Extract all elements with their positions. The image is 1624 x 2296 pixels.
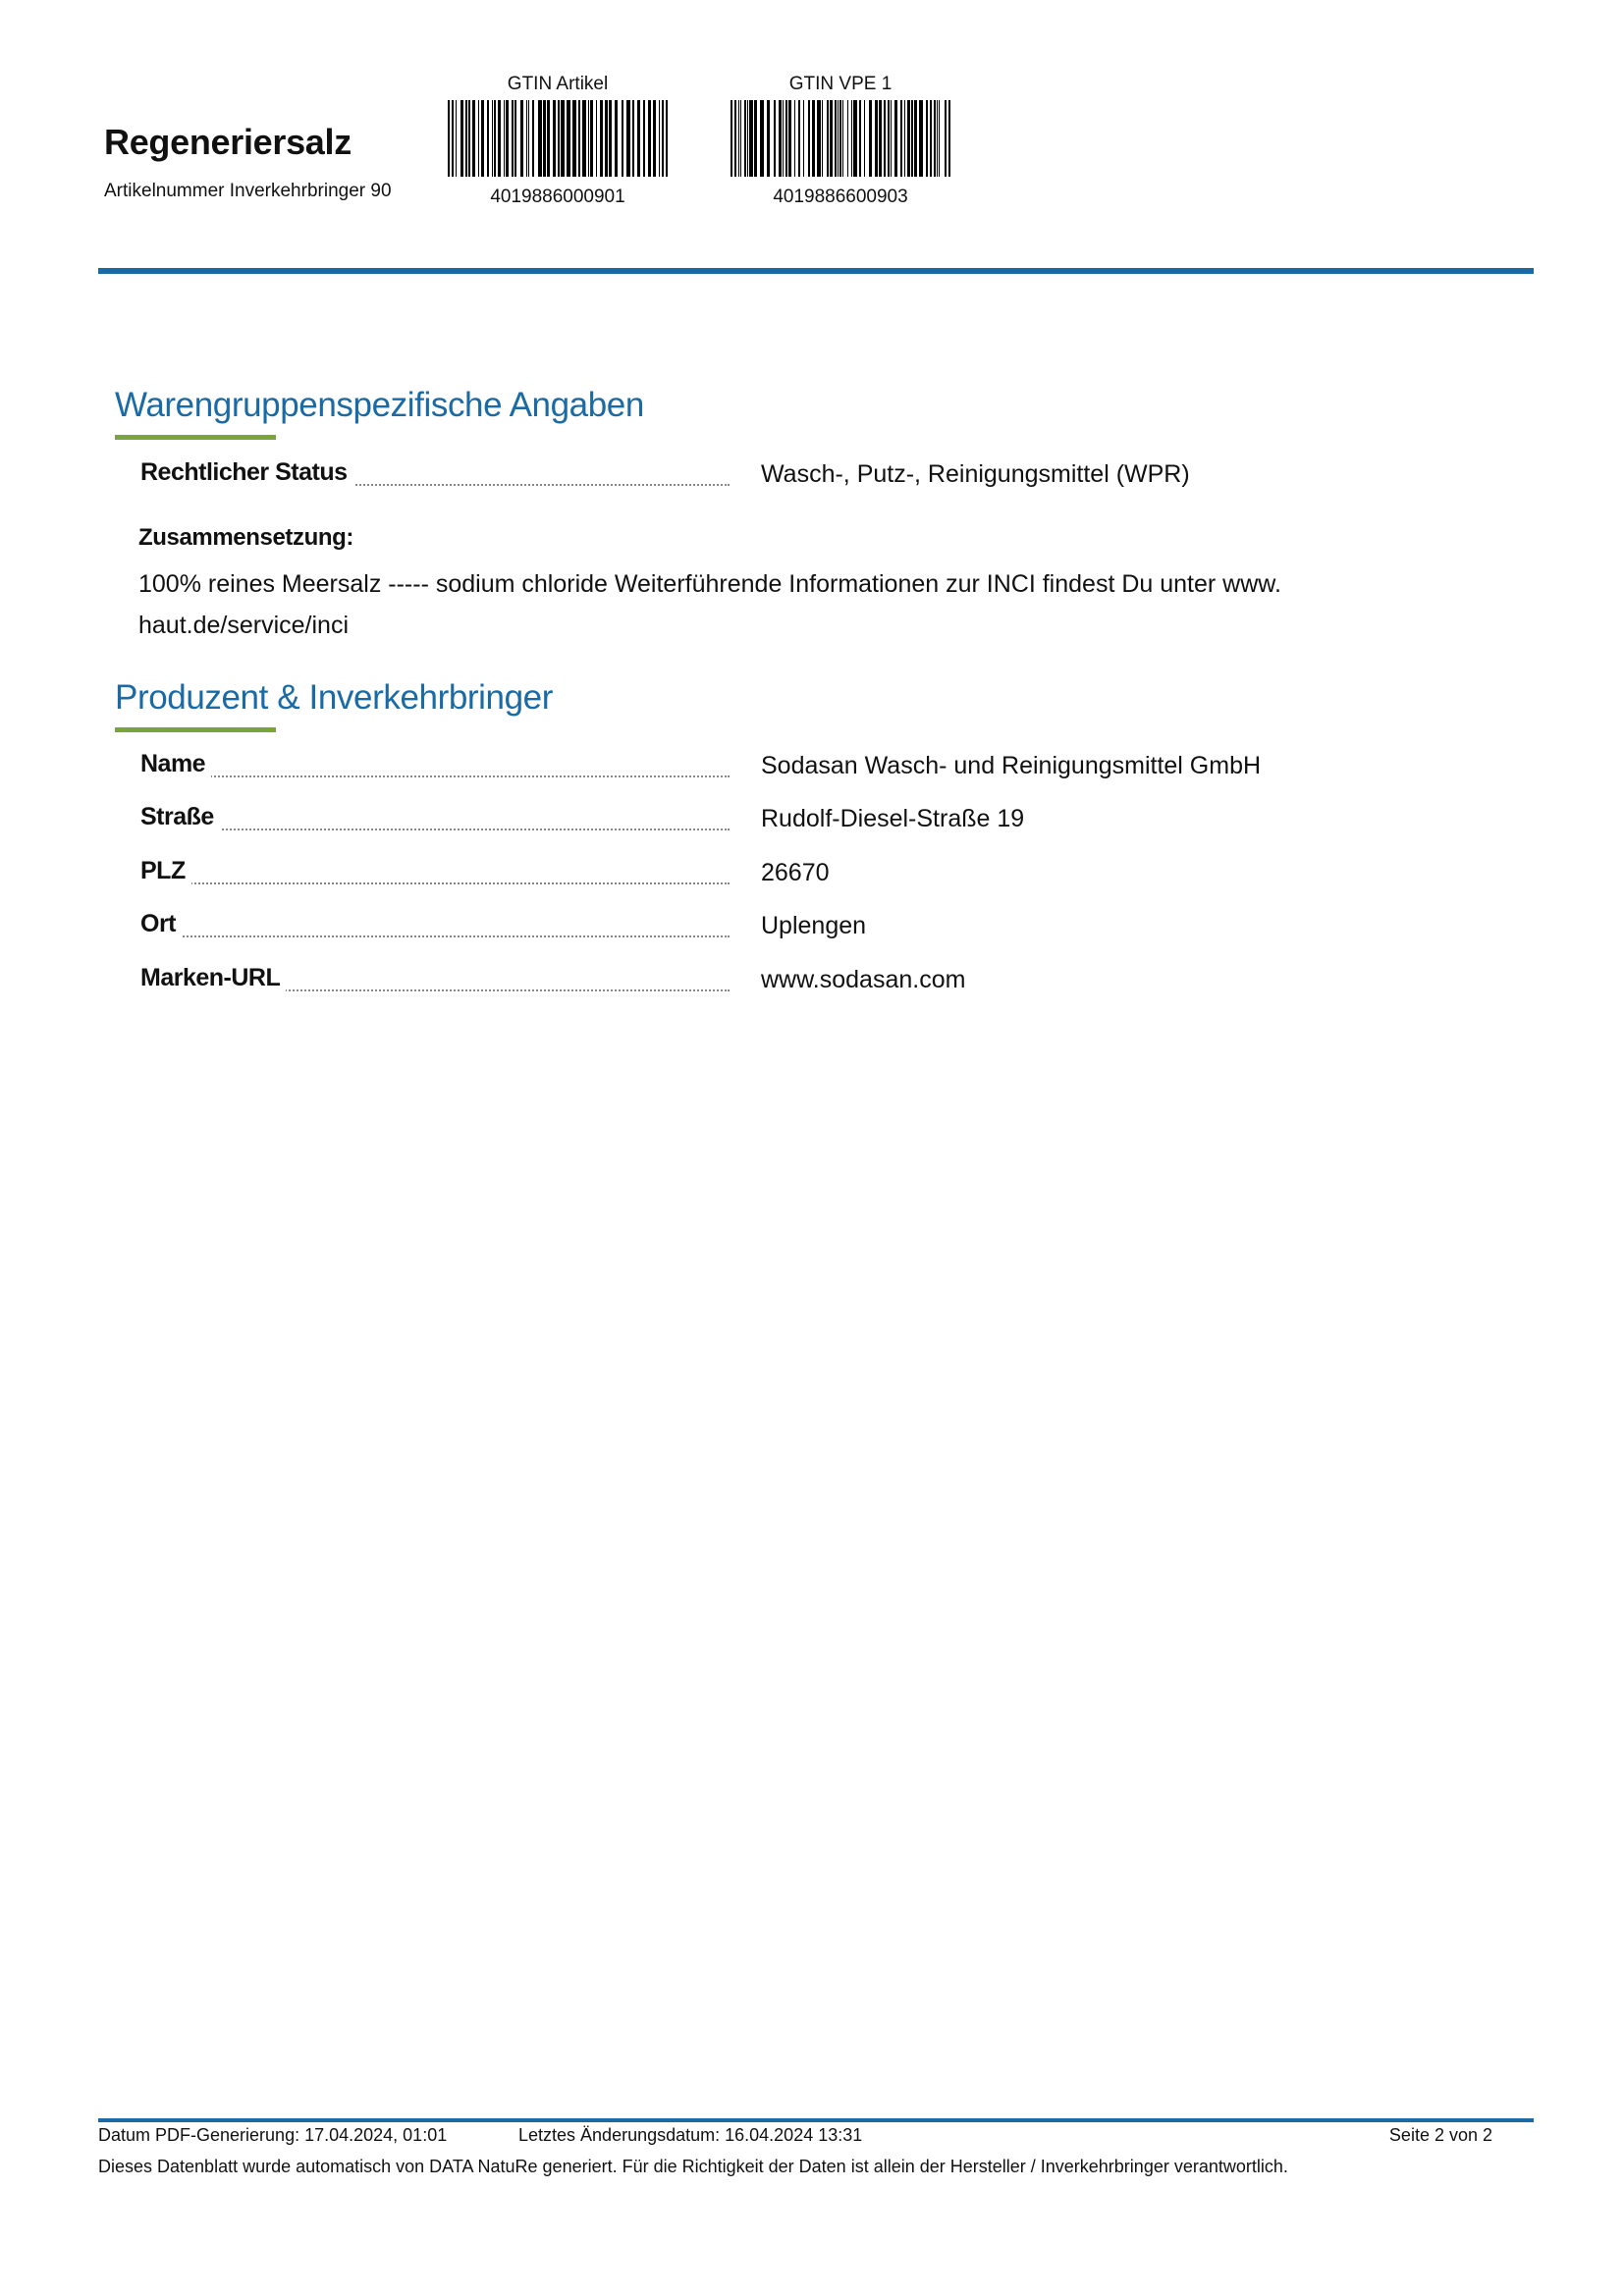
barcode-bar (448, 100, 450, 177)
barcode-bar (779, 100, 782, 177)
barcode-bar (864, 100, 865, 177)
barcode-bar (884, 100, 886, 177)
barcode-bar (460, 100, 463, 177)
barcode-bar (749, 100, 753, 177)
barcode-bar (817, 100, 821, 177)
barcode-bar (615, 100, 618, 177)
barcode-bar (465, 100, 467, 177)
section-underline (115, 435, 276, 440)
info-row-street (140, 803, 1417, 842)
page-header (0, 0, 1624, 275)
barcode-bar (937, 100, 938, 177)
barcode-bar (891, 100, 892, 177)
barcode-bar (520, 100, 523, 177)
barcode-bar (504, 100, 505, 177)
barcode-bar (590, 100, 593, 177)
barcode-bar (744, 100, 746, 177)
info-row-name (140, 750, 1417, 789)
barcode-bar (767, 100, 770, 177)
section-title-producer: Produzent & Inverkehrbringer (115, 678, 553, 717)
barcode-bar (879, 100, 882, 177)
barcode-bar (939, 100, 940, 177)
barcode-bar (653, 100, 656, 177)
barcode-bar (803, 100, 804, 177)
barcode-bar (783, 100, 784, 177)
barcode-bar (481, 100, 484, 177)
page-number: Seite 2 von 2 (1388, 2125, 1492, 2145)
barcode-bar (666, 100, 668, 177)
row-label: Straße (140, 803, 220, 831)
barcode-number: 4019886600903 (773, 187, 908, 207)
barcode-image (444, 100, 672, 177)
barcode-bar (794, 100, 795, 177)
barcode-bar (830, 100, 833, 177)
row-label: Marken-URL (140, 964, 286, 992)
barcode-image (727, 100, 954, 177)
barcode-bar (528, 100, 529, 177)
footer-divider (98, 2118, 1534, 2122)
barcode-bar (812, 100, 815, 177)
row-label: Ort (140, 910, 182, 938)
barcode-bar (632, 100, 634, 177)
barcode-bar (948, 100, 950, 177)
barcode-bar (512, 100, 514, 177)
barcode-bar (582, 100, 586, 177)
barcode-bar (532, 100, 534, 177)
barcode-bar (740, 100, 741, 177)
barcode-bar (662, 100, 664, 177)
row-label: Rechtlicher Status (140, 458, 353, 487)
barcode-bar (456, 100, 457, 177)
barcode-bar (494, 100, 496, 177)
barcode-bar (838, 100, 839, 177)
barcode-bar (478, 100, 479, 177)
dotted-leader (140, 828, 730, 830)
barcode-bar (851, 100, 852, 177)
barcode-bar (747, 100, 748, 177)
barcode-bar (919, 100, 923, 177)
row-label: Name (140, 750, 211, 778)
barcode-label: GTIN VPE 1 (788, 74, 893, 94)
barcode-bar (738, 100, 739, 177)
barcode-bar (894, 100, 897, 177)
article-number: Artikelnummer Inverkehrbringer 90 (104, 181, 392, 201)
dotted-leader (140, 775, 730, 777)
barcode-bar (774, 100, 776, 177)
barcode-bar (538, 100, 542, 177)
row-value: Sodasan Wasch- und Reinigungsmittel GmbH (761, 752, 1262, 779)
barcode-bar (847, 100, 848, 177)
barcode-bar (626, 100, 630, 177)
barcode-bar (839, 100, 841, 177)
barcode-bar (808, 100, 810, 177)
barcode-bar (506, 100, 509, 177)
barcode-number: 4019886000901 (490, 187, 625, 207)
row-value: Uplengen (761, 912, 867, 939)
row-value[interactable]: www.sodasan.com (761, 966, 966, 993)
barcode-bar (760, 100, 764, 177)
barcode-bar (637, 100, 640, 177)
barcode-bar (859, 100, 861, 177)
barcode-bar (798, 100, 800, 177)
barcode-bar (543, 100, 546, 177)
barcode-bar (609, 100, 612, 177)
barcode-bar (578, 100, 580, 177)
barcode-bar (875, 100, 878, 177)
product-title: Regeneriersalz (104, 122, 352, 162)
section-underline (115, 727, 276, 732)
barcode-label: GTIN Artikel (507, 74, 609, 94)
composition-line: haut.de/service/inci (138, 612, 350, 639)
row-value: Rudolf-Diesel-Straße 19 (761, 805, 1025, 832)
barcode-bar (754, 100, 757, 177)
composition-label: Zusammensetzung: (138, 524, 353, 551)
barcode-bar (472, 100, 475, 177)
barcode-bar (588, 100, 589, 177)
barcode-bar (622, 100, 623, 177)
barcode-bar (911, 100, 913, 177)
pdf-generation-date: Datum PDF-Generierung: 17.04.2024, 01:01 (98, 2125, 448, 2145)
barcode-bar (926, 100, 928, 177)
row-value: 26670 (761, 859, 830, 886)
barcode-bar (487, 100, 489, 177)
barcode-bar (869, 100, 872, 177)
barcode-bar (827, 100, 829, 177)
info-row-zip (140, 857, 1417, 896)
barcode-bar (600, 100, 603, 177)
barcode-bar (547, 100, 550, 177)
barcode-bar (914, 100, 917, 177)
barcode-gtin-article (440, 73, 676, 208)
barcode-bar (853, 100, 857, 177)
barcode-bar (561, 100, 565, 177)
barcode-bar (514, 100, 516, 177)
barcode-bar (835, 100, 837, 177)
composition-line: 100% reines Meersalz ----- sodium chloride Weiterführende Informationen zur INCI findest Du unter www. (138, 570, 1281, 598)
barcode-bar (904, 100, 905, 177)
barcode-bar (558, 100, 560, 177)
barcode-bar (930, 100, 932, 177)
barcode-bar (468, 100, 470, 177)
barcode-bar (572, 100, 576, 177)
info-row-brand-url (140, 964, 1417, 1003)
dotted-leader (140, 882, 730, 884)
barcode-bar (452, 100, 454, 177)
barcode-bar (498, 100, 501, 177)
barcode-bar (596, 100, 597, 177)
barcode-bar (888, 100, 890, 177)
footer-disclaimer: Dieses Datenblatt wurde automatisch von DATA NatuRe generiert. Für die Richtigkeit der Daten ist allein der Hersteller / Inverkehrbringer verantwortlich. (98, 2157, 1288, 2176)
barcode-bar (907, 100, 910, 177)
barcode-bar (934, 100, 936, 177)
barcode-bar (526, 100, 527, 177)
barcode-bar (648, 100, 651, 177)
barcode-bar (788, 100, 791, 177)
barcode-bar (492, 100, 493, 177)
barcode-bar (553, 100, 556, 177)
barcode-bar (785, 100, 787, 177)
section-title-product-group: Warengruppenspezifische Angaben (115, 386, 644, 424)
dotted-leader (140, 935, 730, 937)
info-row-legal-status (140, 458, 1417, 498)
barcode-bar (822, 100, 823, 177)
barcode-bar (659, 100, 660, 177)
barcode-bar (945, 100, 947, 177)
row-value: Wasch-, Putz-, Reinigungsmittel (WPR) (761, 460, 1190, 488)
composition-text (138, 563, 1376, 646)
row-label: PLZ (140, 857, 191, 885)
barcode-bar (731, 100, 732, 177)
barcode-bar (734, 100, 736, 177)
barcode-bar (900, 100, 902, 177)
header-divider (98, 268, 1534, 274)
barcode-bar (605, 100, 608, 177)
barcode-bar (567, 100, 570, 177)
barcode-bar (842, 100, 843, 177)
barcode-bar (643, 100, 645, 177)
last-change-date: Letztes Änderungsdatum: 16.04.2024 13:31 (518, 2125, 863, 2145)
barcode-gtin-vpe (723, 73, 958, 208)
info-row-city (140, 910, 1417, 949)
